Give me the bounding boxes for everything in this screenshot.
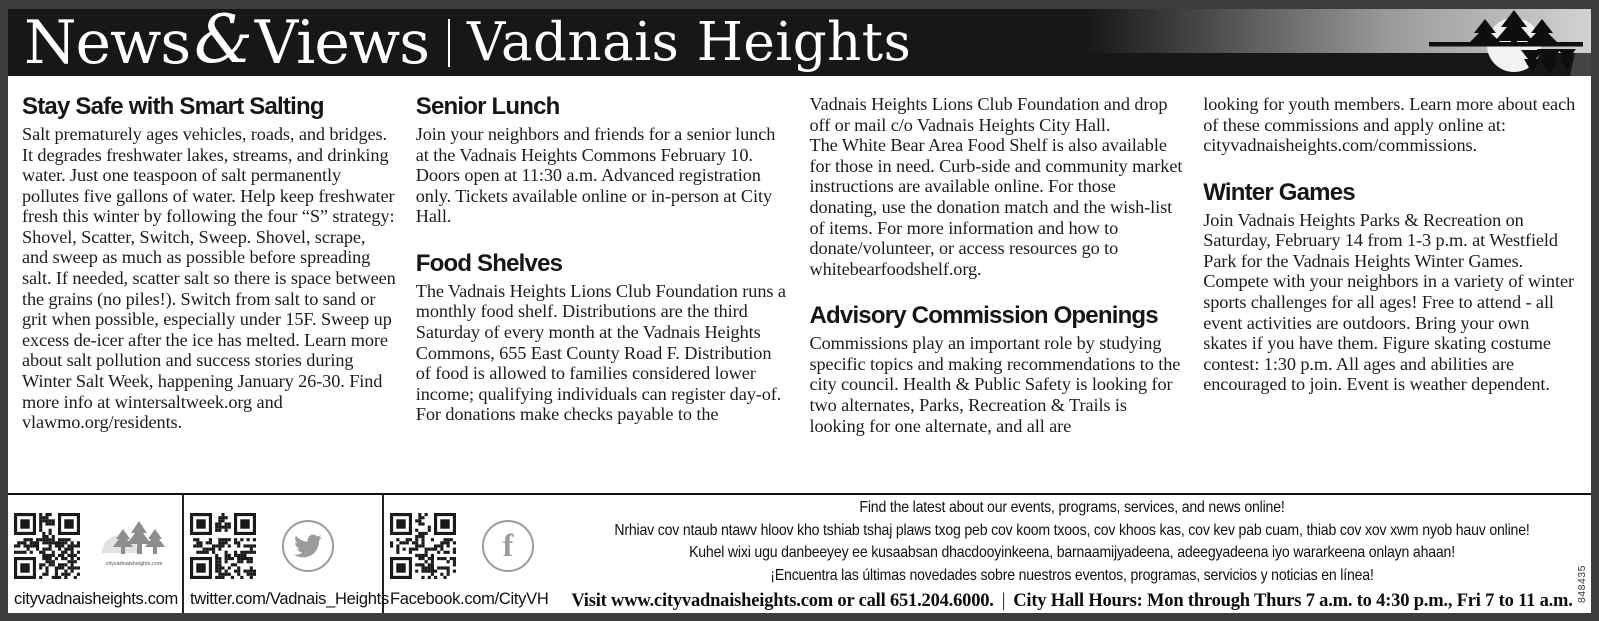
brand-ampersand: &	[194, 0, 253, 78]
headline-senior-lunch: Senior Lunch	[415, 93, 560, 120]
masthead-titles	[8, 0, 912, 79]
article-food-shelves-text: The Vadnais Heights Lions Club Foundation runs a monthly food shelf. Distributions are the third Saturday of every month at the Vadnais Heights Commons, 655 East County Road F. Distribution of food is allowed to families considered lower income; qualifying individuals can register day-of. For donations make checks payable to the	[415, 280, 786, 425]
masthead-banner	[8, 0, 1591, 78]
footer-messages	[546, 495, 1599, 613]
city-title: Vadnais Heights	[467, 12, 912, 73]
print-job-number: 848435	[1576, 564, 1588, 603]
column-1	[22, 94, 396, 493]
footer	[8, 493, 1591, 613]
article-advisory-cont: looking for youth members. Learn more about each of these commissions and apply online at: cityvadnaisheights.com/commissions.	[1203, 94, 1576, 156]
website-qr-code	[14, 513, 80, 579]
footer-line-english: Find the latest about our events, programs, services, and news online!	[859, 499, 1285, 516]
article-food-shelves-cont-2: The White Bear Area Food Shelf is also available for those in need. Curb-side and community market instructions are available online. For those donating, use the donation match and the wish-list of items. For more information and how to donate/volunteer, or access resources go to whitebearfoodshelf.org.	[809, 135, 1183, 279]
column-3	[810, 94, 1184, 493]
headline-winter-games: Winter Games	[1203, 178, 1355, 206]
masthead-divider	[448, 19, 450, 67]
footer-line-somali: Kuhel wixi ugu danbeeyey ee kusaabsan dhacdooyinkeena, barnaamijyadeena, adeegyadeena iyo wararkeena onlayn ahaan!	[689, 544, 1455, 561]
column-4	[1203, 94, 1577, 493]
footer-contact-line	[552, 589, 1592, 613]
qr-block-facebook	[384, 495, 549, 613]
brand-news: News	[24, 7, 191, 78]
qr-block-website	[8, 495, 184, 613]
city-mini-logo-icon	[94, 517, 174, 575]
article-winter-games-text: Join Vadnais Heights Parks & Recreation on Saturday, February 14 from 1-3 p.m. at Westfield Park for the Vadnais Heights Winter Games. Compete with your neighbors in a variety of winter sports challenges for all ages! Free to attend - all event activities are outdoors. Bring your own skates if you have them. Figure skating costume contest: 1:30 p.m. All ages and abilities are encouraged to join. Event is weather dependent.	[1203, 209, 1574, 395]
qr-label-twitter: twitter.com/Vadnais_Heights	[190, 590, 389, 608]
footer-line-spanish: ¡Encuentra las últimas novedades sobre nuestros eventos, programas, servicios y noticias en línea!	[770, 566, 1374, 584]
article-advisory-commissions-text: Commissions play an important role by studying specific topics and making recommendations to the city council. Health & Public Safety is looking for two alternates, Parks, Recreation & Trails is looking for one alternate, and all are	[809, 333, 1181, 436]
qr-block-twitter	[184, 495, 389, 613]
city-logo-icon	[1086, 9, 1591, 76]
column-2	[416, 94, 790, 493]
twitter-icon	[282, 520, 334, 572]
qr-label-facebook: Facebook.com/CityVH	[390, 590, 549, 608]
article-smart-salting-text: Salt prematurely ages vehicles, roads, and bridges. It degrades freshwater lakes, streams, and drinking water. Just one teaspoon of salt permanently pollutes five gallons of water. Help keep freshwater fresh this winter by following the four “S” strategy: Shovel, Scatter, Switch, Sweep. Shovel, scrape, and sweep as much as possible before spreading salt. If needed, scatter salt so there is space between the grains (no piles!). Switch from salt to sand or grit when possible, especially under 15F. Sweep up excess de-icer after the ice has melted. Learn more about salt pollution and success stories during Winter Salt Week, happening January 26-30. Find more info at wintersaltweek.org and vlawmo.org/residents.	[22, 123, 396, 433]
facebook-qr-code	[390, 513, 456, 579]
footer-city-hall-hours: City Hall Hours: Mon through Thurs 7 a.m. to 4:30 p.m., Fri 7 to 11 a.m.	[1013, 591, 1573, 611]
footer-contact-separator: |	[1001, 591, 1006, 611]
article-food-shelves-cont-1: Vadnais Heights Lions Club Foundation and drop off or mail c/o Vadnais Heights City Hall.	[809, 94, 1168, 135]
article-senior-lunch-text: Join your neighbors and friends for a senior lunch at the Vadnais Heights Commons February 10. Doors open at 11:30 a.m. Advanced registration only. Tickets available online or in-person at City Hall.	[415, 123, 776, 227]
footer-contact-visit: Visit www.cityvadnaisheights.com or call 651.204.6000.	[571, 591, 994, 611]
article-columns	[8, 76, 1591, 493]
headline-advisory-commissions: Advisory Commission Openings	[809, 302, 1158, 330]
brand-views: Views	[254, 7, 430, 78]
facebook-f-glyph: f	[502, 526, 514, 563]
twitter-qr-code	[190, 513, 256, 579]
headline-food-shelves: Food Shelves	[415, 249, 563, 277]
mini-logo-caption: cityvadnaisheights.com	[105, 560, 163, 567]
footer-line-hmong: Nrhiav cov ntaub ntawv hloov kho tshiab tshaj plaws txog peb cov koom txoos, cov khoos kas, cov kev pab cuam, thiab cov xov xwm nyob hauv online!	[614, 521, 1530, 539]
content-sheet	[8, 76, 1591, 613]
qr-section	[8, 495, 549, 613]
headline-smart-salting: Stay Safe with Smart Salting	[22, 93, 324, 120]
facebook-icon	[482, 520, 534, 572]
qr-label-website: cityvadnaisheights.com	[14, 590, 178, 608]
